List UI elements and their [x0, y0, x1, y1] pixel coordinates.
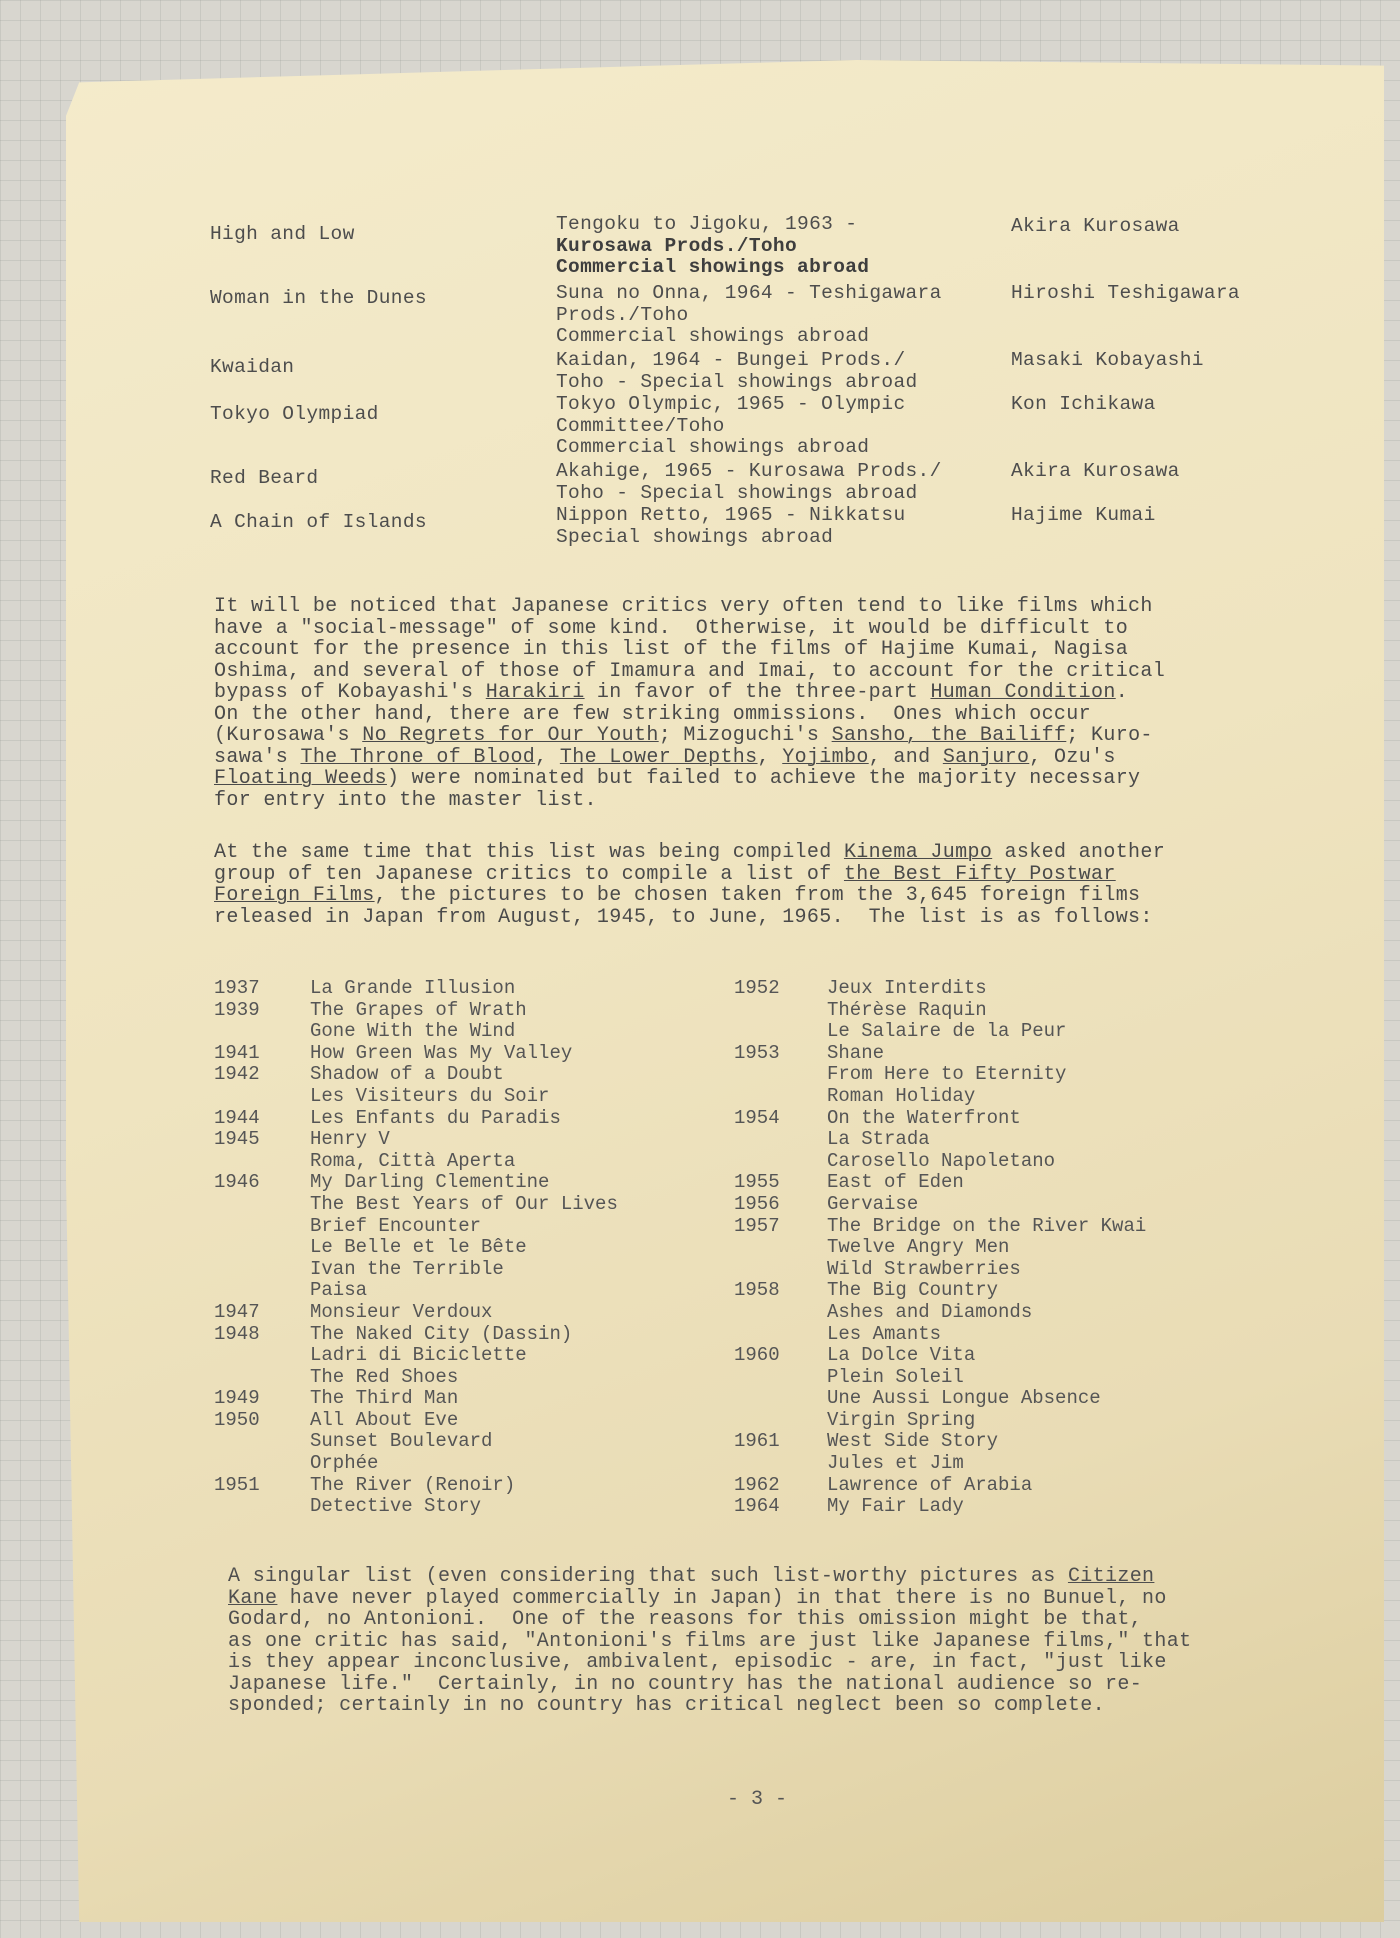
- list-film-title: Sunset Boulevard: [310, 1430, 493, 1453]
- list-film-title: The Bridge on the River Kwai: [827, 1214, 1147, 1237]
- film-details: Tokyo Olympic, 1965 - Olympic Committee/Toho Commercial showings abroad: [556, 393, 906, 458]
- list-year: 1961: [734, 1430, 780, 1453]
- list-film-title: The Naked City (Dassin): [310, 1322, 573, 1345]
- director-name: Hiroshi Teshigawara: [1011, 282, 1240, 304]
- list-film-title: Jules et Jim: [827, 1452, 964, 1475]
- list-year: [214, 1345, 260, 1367]
- film-details: Kaidan, 1964 - Bungei Prods./ Toho - Special showings abroad: [556, 349, 918, 393]
- list-year: [734, 1151, 780, 1173]
- list-year: 1951: [214, 1473, 260, 1496]
- director-name: Hajime Kumai: [1011, 504, 1156, 526]
- list-film-title: Les Enfants du Paradis: [310, 1106, 561, 1129]
- list-year: [734, 1302, 780, 1324]
- paragraph-critics-comment: It will be noticed that Japanese critics very often tend to like films which have a "social-message" of some kind. Otherwise, it would be difficult to account for the presence in this list of the films of Hajime Kumai, Nagisa Oshima, and several of those of Imamura and Imai, to account for the critical bypass of Kobayashi's Harakiri in favor of the three-part Human Condition. On the other hand, there are few striking ommissions. Ones which occur (Kurosawa's No Regrets for Our Youth; Mizoguchi's Sansho, the Bailiff; Kuro- sawa's The Throne of Blood, The Lower Depths, Yojimbo, and Sanjuro, Ozu's Floating Weeds) were nominated but failed to achieve the majority necessary for entry into the master list.: [214, 595, 1166, 812]
- list-film-title: The Big Country: [827, 1279, 999, 1302]
- list-film-title: Ladri di Biciclette: [310, 1344, 527, 1367]
- list-year: [214, 1431, 260, 1453]
- list-year: 1950: [214, 1408, 260, 1431]
- list-film-title: The Best Years of Our Lives: [310, 1192, 618, 1215]
- list-film-title: Ashes and Diamonds: [827, 1300, 1033, 1323]
- list-year: 1953: [734, 1041, 780, 1064]
- film-details: Nippon Retto, 1965 - Nikkatsu Special showings abroad: [556, 504, 906, 548]
- list-film-title: Shane: [827, 1041, 885, 1064]
- page-number: - 3 -: [727, 1788, 788, 1811]
- list-film-title: All About Eve: [310, 1408, 459, 1431]
- list-year: [214, 1453, 260, 1475]
- list-year: [734, 1410, 780, 1432]
- list-film-title: Detective Story: [310, 1495, 482, 1518]
- list-year: [734, 1324, 780, 1346]
- list-year: 1942: [214, 1063, 260, 1086]
- list-film-title: Les Visiteurs du Soir: [310, 1084, 550, 1107]
- list-film-title: Roma, Città Aperta: [310, 1149, 516, 1172]
- list-year: [214, 1259, 260, 1281]
- list-film-title: Gone With the Wind: [310, 1020, 516, 1043]
- list-year: [734, 1129, 780, 1151]
- english-title: Woman in the Dunes: [210, 287, 427, 309]
- list-year: [214, 1151, 260, 1173]
- list-year: 1948: [214, 1322, 260, 1345]
- list-film-title: The Red Shoes: [310, 1365, 459, 1388]
- list-year: 1939: [214, 998, 260, 1021]
- film-details: Suna no Onna, 1964 - Teshigawara Prods./Toho Commercial showings abroad: [556, 282, 942, 347]
- list-year: 1954: [734, 1106, 780, 1129]
- list-film-title: Brief Encounter: [310, 1214, 482, 1237]
- list-film-title: My Fair Lady: [827, 1495, 964, 1518]
- english-title: Tokyo Olympiad: [210, 403, 379, 425]
- film-details: Tengoku to Jigoku, 1963 - Kurosawa Prods./Toho Commercial showings abroad: [556, 213, 870, 278]
- list-year: 1937: [214, 977, 260, 999]
- list-year: [734, 1367, 780, 1389]
- list-year: 1964: [734, 1495, 780, 1518]
- list-year: [214, 1086, 260, 1108]
- list-year: 1958: [734, 1279, 780, 1302]
- list-year: 1960: [734, 1344, 780, 1367]
- list-film-title: My Darling Clementine: [310, 1171, 550, 1194]
- list-film-title: Shadow of a Doubt: [310, 1063, 504, 1086]
- left-film-column: [310, 978, 618, 1518]
- list-year: [734, 1021, 780, 1043]
- list-film-title: Une Aussi Longue Absence: [827, 1387, 1101, 1410]
- right-year-column: [734, 978, 780, 1518]
- list-film-title: Paisa: [310, 1279, 368, 1302]
- english-title: High and Low: [210, 223, 355, 245]
- paragraph-singular-list: A singular list (even considering that such list-worthy pictures as Citizen Kane have never played commercially in Japan) in that there is no Bunuel, no Godard, no Antonioni. One of the reasons for this omission might be that, as one critic has said, "Antonioni's films are just like Japanese films," that is they appear inconclusive, ambivalent, episodic - are, in fact, "just like Japanese life." Certainly, in no country has the national audience so re- sponded; certainly in no country has critical neglect been so complete.: [228, 1565, 1192, 1717]
- list-year: 1946: [214, 1171, 260, 1194]
- list-film-title: The River (Renoir): [310, 1473, 516, 1496]
- list-year: 1957: [734, 1214, 780, 1237]
- list-year: 1955: [734, 1171, 780, 1194]
- list-film-title: Orphée: [310, 1452, 379, 1475]
- list-year: [734, 1000, 780, 1022]
- list-film-title: Le Salaire de la Peur: [827, 1020, 1067, 1043]
- director-name: Akira Kurosawa: [1011, 460, 1180, 482]
- list-film-title: Gervaise: [827, 1192, 919, 1215]
- list-film-title: How Green Was My Valley: [310, 1041, 573, 1064]
- list-year: [214, 1021, 260, 1043]
- list-year: [734, 1453, 780, 1475]
- list-film-title: East of Eden: [827, 1171, 964, 1194]
- list-year: [214, 1496, 260, 1518]
- list-film-title: Carosello Napoletano: [827, 1149, 1056, 1172]
- right-film-column: [827, 978, 1146, 1518]
- list-year: 1941: [214, 1041, 260, 1064]
- list-film-title: Ivan the Terrible: [310, 1257, 504, 1280]
- list-year: [734, 1237, 780, 1259]
- list-year: [734, 1086, 780, 1108]
- list-year: 1949: [214, 1387, 260, 1410]
- list-year: 1945: [214, 1128, 260, 1151]
- list-year: 1947: [214, 1300, 260, 1323]
- list-film-title: La Dolce Vita: [827, 1344, 976, 1367]
- list-film-title: Thérèse Raquin: [827, 998, 987, 1021]
- list-film-title: Monsieur Verdoux: [310, 1300, 493, 1323]
- list-year: [214, 1367, 260, 1389]
- list-year: 1944: [214, 1106, 260, 1129]
- list-film-title: Roman Holiday: [827, 1084, 976, 1107]
- list-year: [734, 1388, 780, 1410]
- list-year: [734, 1064, 780, 1086]
- director-name: Akira Kurosawa: [1011, 215, 1180, 237]
- list-year: [214, 1194, 260, 1216]
- list-year: [214, 1280, 260, 1302]
- list-year: [734, 1259, 780, 1281]
- list-film-title: Twelve Angry Men: [827, 1236, 1010, 1259]
- list-film-title: Plein Soleil: [827, 1365, 964, 1388]
- english-title: Kwaidan: [210, 356, 295, 378]
- list-year: 1962: [734, 1473, 780, 1496]
- paragraph-foreign-list-intro: At the same time that this list was being compiled Kinema Jumpo asked another group of ten Japanese critics to compile a list of the Best Fifty Postwar Foreign Films, the pictures to be chosen taken from the 3,645 foreign films released in Japan from August, 1945, to June, 1965. The list is as follows:: [214, 841, 1166, 929]
- list-year: 1952: [734, 977, 780, 999]
- director-name: Masaki Kobayashi: [1011, 349, 1204, 371]
- list-film-title: La Strada: [827, 1128, 930, 1151]
- list-film-title: The Grapes of Wrath: [310, 998, 527, 1021]
- left-year-column: [214, 978, 260, 1518]
- director-name: Kon Ichikawa: [1011, 393, 1156, 415]
- english-title: A Chain of Islands: [210, 511, 427, 533]
- list-film-title: On the Waterfront: [827, 1106, 1021, 1129]
- list-film-title: Lawrence of Arabia: [827, 1473, 1033, 1496]
- list-film-title: From Here to Eternity: [827, 1063, 1067, 1086]
- list-film-title: Henry V: [310, 1128, 390, 1151]
- list-year: 1956: [734, 1192, 780, 1215]
- list-film-title: Les Amants: [827, 1322, 942, 1345]
- list-film-title: Le Belle et le Bête: [310, 1236, 527, 1259]
- list-film-title: Wild Strawberries: [827, 1257, 1021, 1280]
- list-year: [214, 1237, 260, 1259]
- list-film-title: The Third Man: [310, 1387, 459, 1410]
- film-details: Akahige, 1965 - Kurosawa Prods./ Toho - Special showings abroad: [556, 460, 942, 504]
- english-title: Red Beard: [210, 467, 319, 489]
- list-film-title: Virgin Spring: [827, 1408, 976, 1431]
- list-film-title: West Side Story: [827, 1430, 999, 1453]
- list-film-title: Jeux Interdits: [827, 977, 987, 999]
- list-year: [214, 1216, 260, 1238]
- list-film-title: La Grande Illusion: [310, 977, 516, 999]
